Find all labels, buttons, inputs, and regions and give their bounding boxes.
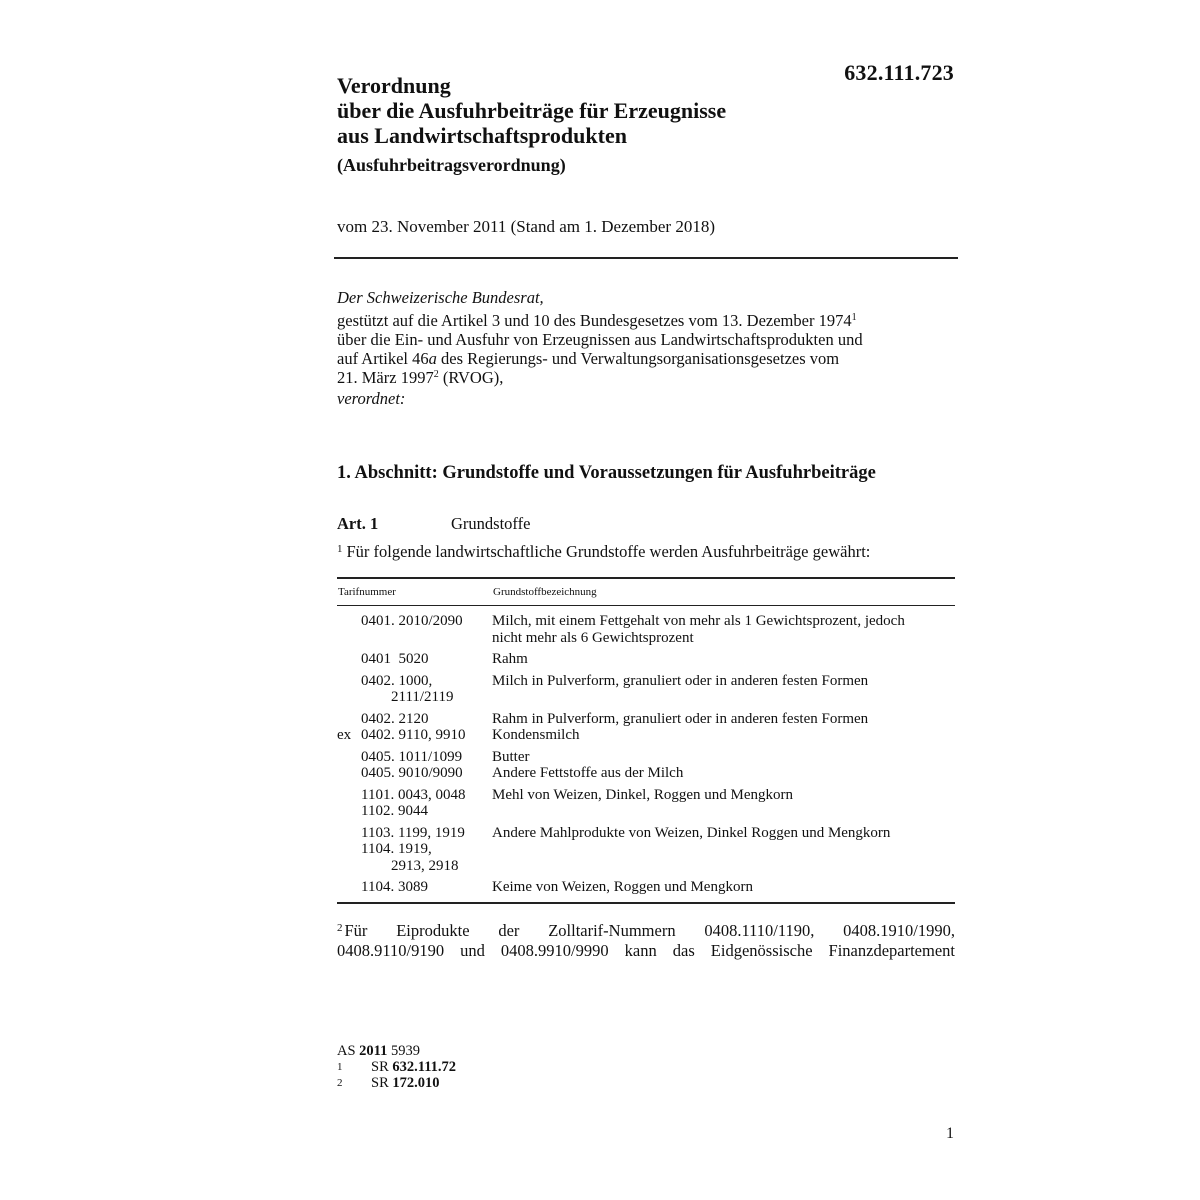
footnote-prefix: SR	[371, 1059, 393, 1075]
tariff-prefix	[337, 711, 361, 728]
paragraph-text: Für folgende landwirtschaftliche Grundstoffe werden Ausfuhrbeiträge gewährt:	[346, 542, 871, 561]
issuer: Der Schweizerische Bundesrat,	[337, 288, 544, 307]
basis-text-1: gestützt auf die Artikel 3 und 10 des Bundesgesetzes vom 13. Dezember 1974	[337, 311, 852, 330]
tariff-code: 0405. 9010/9090	[361, 765, 463, 781]
page-number: 1	[946, 1125, 954, 1142]
table-row	[337, 651, 955, 668]
section-heading: 1. Abschnitt: Grundstoffe und Voraussetzungen für Ausfuhrbeiträge	[337, 463, 876, 483]
table-header	[337, 579, 955, 605]
footnote-number: 1	[337, 1061, 343, 1073]
tariff-code: 0405. 1011/1099	[361, 748, 463, 765]
short-title: (Ausfuhrbeitragsverordnung)	[337, 155, 566, 175]
title-block	[337, 73, 897, 176]
footnote-number: 2	[337, 1077, 343, 1089]
paragraph-number: 2	[337, 922, 343, 934]
tariff-code: 1101. 0043, 0048	[361, 786, 466, 803]
tariff-prefix	[337, 630, 361, 647]
tariff-code: 0401. 2010/2090	[361, 613, 463, 629]
tariff-code: 1102. 9044	[361, 803, 428, 819]
footnote-ref[interactable]: 632.111.72	[392, 1059, 457, 1075]
tariff-prefix	[337, 673, 361, 690]
article-heading	[337, 514, 530, 534]
tariff-description: Andere Mahlprodukte von Weizen, Dinkel Roggen und Mengkorn	[492, 824, 891, 841]
table-row	[337, 803, 955, 820]
tariff-code: 0402. 1000,	[361, 672, 433, 689]
tariff-prefix: ex	[337, 727, 352, 743]
date-line: vom 23. November 2011 (Stand am 1. Dezember 2018)	[337, 217, 716, 236]
article-title: Grundstoffe	[451, 514, 531, 533]
footnotes	[337, 1043, 456, 1091]
tariff-prefix	[337, 613, 361, 630]
table-row	[337, 613, 955, 630]
tariff-code: 1103. 1199, 1919	[361, 824, 465, 841]
table-row	[337, 711, 955, 728]
footnote-ref-2[interactable]: 2	[433, 369, 439, 380]
title-line-2: über die Ausfuhrbeiträge für Erzeugnisse	[337, 98, 727, 123]
tariff-description	[492, 689, 955, 706]
table-bottom-rule	[337, 902, 955, 904]
preamble	[337, 288, 957, 408]
footnote-prefix: SR	[371, 1075, 393, 1091]
tariff-code: 0402. 9110, 9910	[361, 727, 466, 743]
header-divider	[334, 257, 958, 259]
table-row	[337, 787, 955, 804]
tariff-description	[492, 841, 955, 858]
table-row	[337, 858, 955, 875]
article-number: Art. 1	[337, 514, 379, 533]
tariff-prefix	[337, 651, 361, 668]
tariff-description: Mehl von Weizen, Dinkel, Roggen und Mengkorn	[492, 786, 793, 803]
tariff-description	[492, 858, 955, 875]
decrees: verordnet:	[337, 389, 406, 408]
tariff-description: Rahm	[492, 651, 528, 667]
table-row	[337, 879, 955, 896]
tariff-description: Milch in Pulverform, granuliert oder in anderen festen Formen	[492, 672, 869, 689]
tariff-description: Kondensmilch	[492, 727, 580, 743]
tariff-code	[361, 630, 492, 647]
paragraph-1	[337, 542, 870, 562]
paragraph-2-line-1: Für Eiprodukte der Zolltarif-Nummern 0408.1110/1190, 0408.1910/1990,	[344, 921, 955, 940]
column-header-description: Grundstoffbezeichnung	[493, 586, 597, 598]
tariff-description: Keime von Weizen, Roggen und Mengkorn	[492, 879, 753, 895]
as-label: AS	[337, 1043, 360, 1059]
footnote-1	[337, 1059, 456, 1075]
tariff-code: 0402. 2120	[361, 710, 429, 727]
basis-text-4b: (RVOG),	[438, 368, 504, 387]
official-collection-ref	[337, 1043, 456, 1059]
basis-text-3-italic: a	[428, 349, 437, 368]
sr-number: 632.111.723	[844, 60, 954, 85]
title-line-1: Verordnung	[337, 73, 451, 98]
tariff-prefix	[337, 825, 361, 842]
footnote-ref-1[interactable]: 1	[851, 312, 857, 323]
title-line-3: aus Landwirtschaftsprodukten	[337, 123, 627, 148]
tariff-prefix	[337, 689, 361, 706]
tariff-prefix	[337, 841, 361, 858]
footnote-2	[337, 1075, 456, 1091]
tariff-description: Milch, mit einem Fettgehalt von mehr als 1 Gewichtsprozent, jedoch	[492, 613, 905, 629]
basis-text-4a: 21. März 1997	[337, 368, 434, 387]
paragraph-number: 1	[337, 543, 343, 555]
as-page: 5939	[387, 1043, 420, 1059]
footnote-ref[interactable]: 172.010	[392, 1075, 440, 1091]
tariff-prefix	[337, 879, 361, 896]
tariff-description: nicht mehr als 6 Gewichtsprozent	[492, 629, 694, 646]
tariff-description: Rahm in Pulverform, granuliert oder in anderen festen Formen	[492, 710, 869, 727]
tariff-prefix	[337, 803, 361, 820]
column-header-tariff: Tarifnummer	[338, 586, 396, 598]
table-row	[337, 841, 955, 858]
tariff-prefix	[337, 787, 361, 804]
basis-text-3b: des Regierungs- und Verwaltungsorganisationsgesetzes vom	[436, 349, 840, 368]
paragraph-2	[337, 918, 955, 961]
paragraph-2-line-2: 0408.9110/9190 und 0408.9910/9990 kann das Eidgenössische Finanzdepartement	[337, 941, 955, 960]
table-row	[337, 689, 955, 706]
table-body	[337, 606, 955, 902]
tariff-code: 2111/2119	[361, 689, 454, 705]
table-row	[337, 749, 955, 766]
table-row	[337, 630, 955, 647]
tariff-prefix	[337, 858, 361, 875]
tariff-table	[337, 577, 955, 904]
tariff-code: 1104. 1919,	[361, 841, 432, 857]
tariff-prefix	[337, 749, 361, 766]
legal-basis	[337, 311, 957, 387]
table-row	[337, 825, 955, 842]
tariff-prefix	[337, 765, 361, 782]
tariff-code: 2913, 2918	[361, 857, 459, 874]
table-row	[337, 765, 955, 782]
tariff-code: 1104. 3089	[361, 879, 428, 895]
tariff-description	[492, 803, 955, 820]
table-row	[337, 673, 955, 690]
as-year: 2011	[359, 1043, 388, 1059]
table-row	[337, 727, 955, 744]
basis-text-3a: auf Artikel 46	[337, 349, 429, 368]
tariff-description: Andere Fettstoffe aus der Milch	[492, 765, 684, 781]
tariff-description: Butter	[492, 748, 530, 765]
basis-text-2: über die Ein- und Ausfuhr von Erzeugnissen aus Landwirtschaftsprodukten und	[337, 330, 863, 349]
tariff-code: 0401 5020	[361, 651, 429, 667]
